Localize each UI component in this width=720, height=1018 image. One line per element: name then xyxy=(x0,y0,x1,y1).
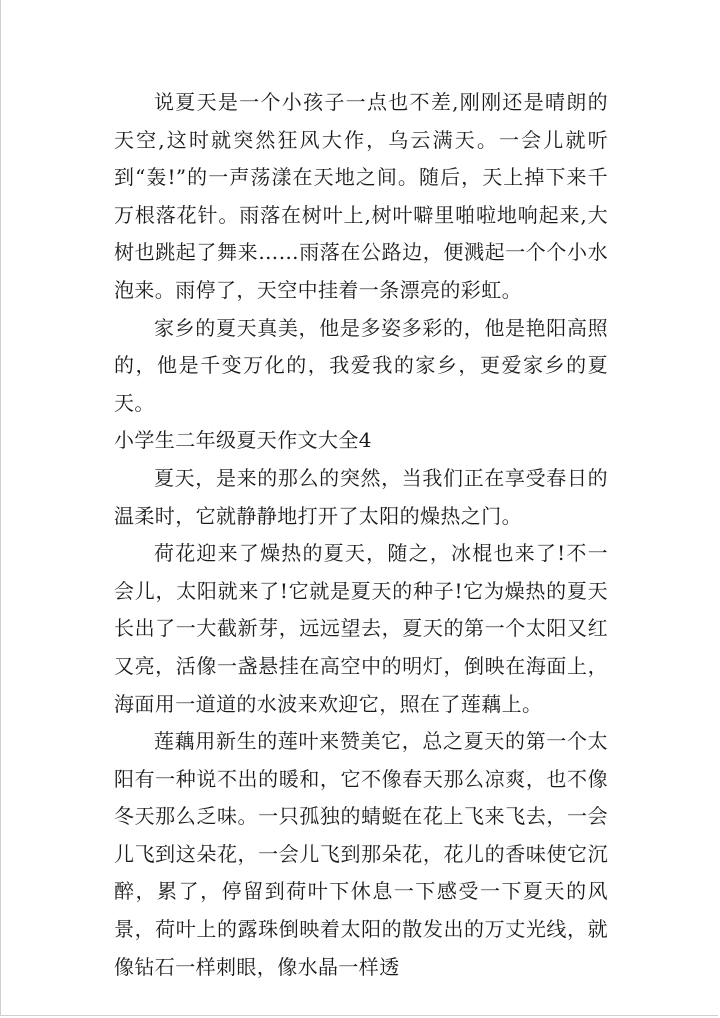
paragraph-dragonfly: 莲藕用新生的莲叶来赞美它，总之夏天的第一个太阳有一种说不出的暖和，它不像春天那么凉爽，也不像冬天那么乏味。一只孤独的蜻蜓在花上飞来飞去，一会儿飞到这朵花，一会儿飞到那朵花，花儿的香味使它沉醉，累了，停留到荷叶下休息一下感受一下夏天的风景，荷叶上的露珠倒映着太阳的散发出的万丈光线，就像钻石一样刺眼，像水晶一样透 xyxy=(114,729,608,979)
paragraph-summer-arrival: 夏天，是来的那么的突然，当我们正在享受春日的温柔时，它就静静地打开了太阳的燥热之门。 xyxy=(114,465,608,528)
paragraph-hometown-summer: 家乡的夏天真美，他是多姿多彩的，他是艳阳高照的，他是千变万化的，我爱我的家乡，更爱家乡的夏天。 xyxy=(114,315,608,415)
section-heading: 小学生二年级夏天作文大全4 xyxy=(114,428,372,453)
paragraph-summer-storm: 说夏天是一个小孩子一点也不差,刚刚还是晴朗的天空,这时就突然狂风大作，乌云满天。一会儿就听到“轰!”的一声荡漾在天地之间。随后，天上掉下来千万根落花针。雨落在树叶上,树叶噼里啪啦地响起来,大树也跳起了舞来……雨落在公路边，便溅起一个个小水泡来。雨停了，天空中挂着一条漂亮的彩虹。 xyxy=(114,90,608,302)
paragraph-lotus-sun: 荷花迎来了燥热的夏天，随之，冰棍也来了!不一会儿，太阳就来了!它就是夏天的种子!它为燥热的夏天长出了一大截新芽，远远望去，夏天的第一个太阳又红又亮，活像一盏悬挂在高空中的明灯，倒映在海面上，海面用一道道的水波来欢迎它，照在了莲藕上。 xyxy=(114,541,608,716)
document-body xyxy=(114,84,608,986)
